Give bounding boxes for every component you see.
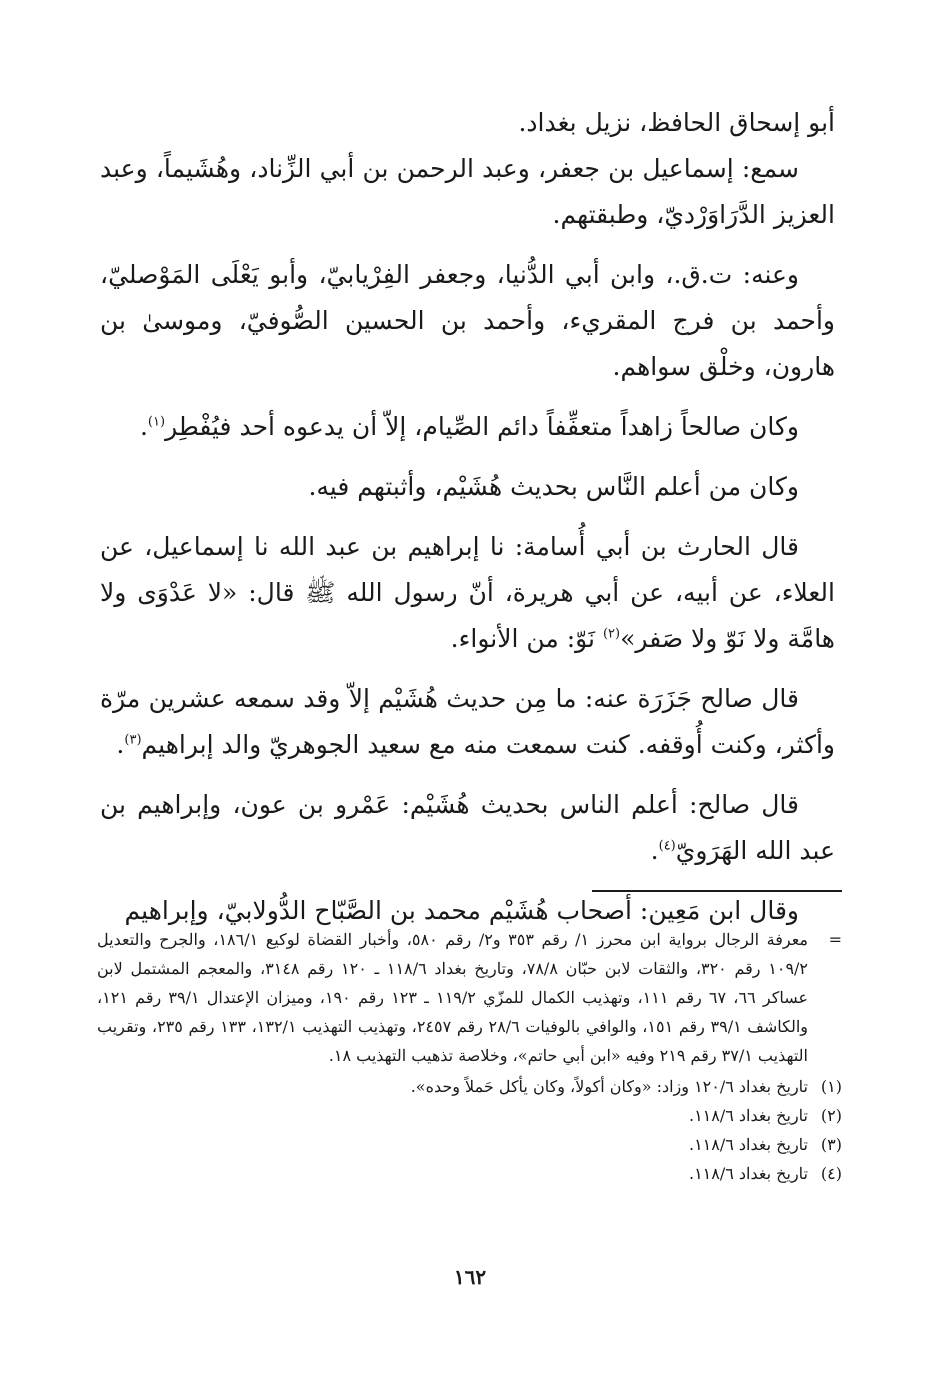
footnote-separator	[592, 890, 842, 892]
footnote-ref-3: (٣)	[124, 732, 142, 748]
paragraph-7	[100, 676, 835, 768]
footnote-ref-1: (١)	[147, 414, 166, 430]
paragraph-8	[100, 782, 835, 874]
paragraph-8-text: قال صالح: أعلم الناس بحديث هُشَيْم: عَمْرو بن عون، وإبراهيم بن عبد الله الهَرَويّ	[100, 790, 835, 865]
footnote-2	[97, 1101, 842, 1130]
paragraph-3: وعنه: ت.ق.، وابن أبي الدُّنيا، وجعفر الفِرْيابيّ، وأبو يَعْلَى المَوْصليّ، وأحمد بن فرج المقريء، وأحمد بن الحسين الصُّوفيّ، وموسىٰ بن هارون، وخلْق سواهم.	[100, 260, 835, 381]
footnote-number: (٤)	[820, 1164, 842, 1183]
footnote-continued-marker: =	[828, 930, 842, 949]
footnote-ref-4: (٤)	[658, 838, 676, 854]
main-text	[100, 100, 835, 948]
footnote-3	[97, 1130, 842, 1159]
paragraph-2: سمع: إسماعيل بن جعفر، وعبد الرحمن بن أبي الزِّناد، وهُشَيماً، وعبد العزيز الدَّرَاوَرْديّ، وطبقتهم.	[100, 154, 835, 229]
paragraph-4-end: .	[139, 412, 148, 441]
footnotes	[97, 925, 842, 1188]
footnote-text: تاريخ بغداد ١١٨/٦.	[688, 1164, 808, 1183]
paragraph-4	[100, 404, 835, 450]
footnote-continued-text: معرفة الرجال برواية ابن محرز ١/ رقم ٣٥٣ و٢/ رقم ٥٨٠، وأخبار القضاة لوكيع ١٨٦/١، والجرح والتعديل ١٠٩/٢ رقم ٣٢٠، والثقات لابن حبّان ٧٨/٨، وتاريخ بغداد ١١٨/٦ ـ ١٢٠ رقم ٣١٤٨، والمعجم المشتمل لابن عساكر ٦٦، ٦٧ رقم ١١١، وتهذيب الكمال للمزّي ١١٩/٢ ـ ١٢٣ رقم ١٩٠، وميزان الإعتدال ٣٩/١ رقم ١٢١، والكاشف ٣٩/١ رقم ١٥١، والوافي بالوفيات ٢٨/٦ رقم ٢٤٥٧، وتهذيب التهذيب ١٣٢/١، ١٣٣ رقم ٢٣٥، وتقريب التهذيب ٣٧/١ رقم ٢١٩ وفيه «ابن أبي حاتم»، وخلاصة تذهيب التهذيب ١٨.	[97, 930, 809, 1065]
footnote-4	[97, 1159, 842, 1188]
paragraph-6	[100, 524, 835, 662]
paragraph-9: وقال ابن مَعِين: أصحاب هُشَيْم محمد بن الصَّبّاح الدُّولابيّ، وإبراهيم	[124, 896, 799, 925]
paragraph-7-end: .	[116, 730, 125, 759]
footnote-text: تاريخ بغداد ١١٨/٦.	[688, 1106, 808, 1125]
page-number: ١٦٢	[453, 1265, 487, 1289]
footnote-number: (٢)	[820, 1106, 842, 1125]
footnote-number: (٣)	[820, 1135, 842, 1154]
footnote-number: (١)	[820, 1077, 842, 1096]
paragraph-6-gloss: نَوّ: من الأنواء.	[450, 624, 603, 653]
paragraph-8-end: .	[650, 836, 659, 865]
paragraph-1: أبو إسحاق الحافظ، نزيل بغداد.	[518, 108, 835, 137]
paragraph-4-text: وكان صالحاً زاهداً متعفِّفاً دائم الصِّيام، إلاّ أن يدعوه أحد فيُفْطِر	[165, 412, 799, 441]
footnote-1	[97, 1072, 842, 1101]
footnote-ref-2: (٢)	[602, 626, 621, 642]
footnote-text: تاريخ بغداد ١١٨/٦.	[688, 1135, 808, 1154]
footnote-continued	[97, 925, 842, 1070]
paragraph-6-text: قال الحارث بن أبي أُسامة: نا إبراهيم بن عبد الله نا إسماعيل، عن العلاء، عن أبيه، عن أبي هريرة، أنّ رسول الله ﷺ قال: «لا عَدْوَى ولا هامَّة ولا نَوّ ولا صَفر»	[100, 532, 835, 653]
footnote-text: تاريخ بغداد ١٢٠/٦ وزاد: «وكان أكولاً، وكان يأكل حَملاً وحده».	[410, 1077, 808, 1096]
paragraph-5: وكان من أعلم النَّاس بحديث هُشَيْم، وأثبتهم فيه.	[308, 472, 799, 501]
paragraph-7-text: قال صالح جَزَرَة عنه: ما مِن حديث هُشَيْم إلاّ وقد سمعه عشرين مرّة وأكثر، وكنت أُوقفه. كنت سمعت منه مع سعيد الجوهريّ والد إبراهيم	[100, 684, 835, 759]
